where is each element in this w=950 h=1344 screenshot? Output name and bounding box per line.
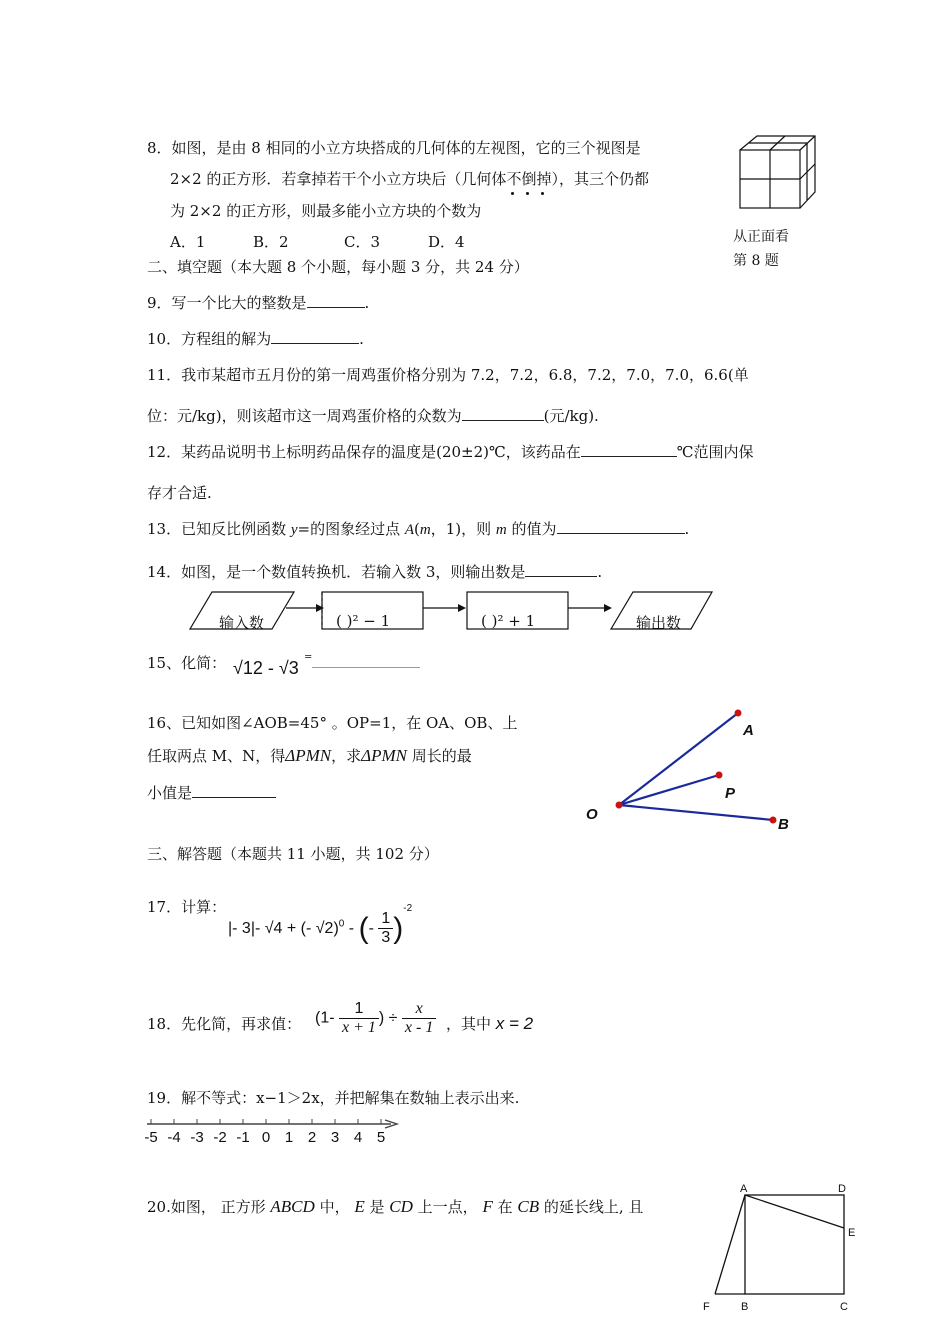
q20-label-a: A xyxy=(740,1183,748,1195)
number-line-label: 2 xyxy=(307,1129,317,1146)
number-line-label: -3 xyxy=(190,1129,204,1146)
q13: 13．已知反比例函数 y=的图象经过点 A(m，1)，则 m 的值为 . xyxy=(147,520,690,538)
q15-equals: = xyxy=(304,652,313,663)
number-line-label: -1 xyxy=(236,1129,250,1146)
q8-option-a: A．1 xyxy=(170,233,206,251)
q20-square-figure xyxy=(700,1180,860,1315)
q16-angle-figure xyxy=(580,705,810,835)
q18-label: 18．先化简，再求值： xyxy=(147,1015,302,1033)
q20-label-d: D xyxy=(838,1183,846,1195)
q20-label-e: E xyxy=(848,1227,856,1239)
q8-option-c: C．3 xyxy=(344,233,381,251)
q16-line2: 任取两点 M、N，得ΔPMN，求ΔPMN 周长的最 xyxy=(147,746,472,765)
q20-label-f: F xyxy=(703,1301,710,1313)
q11-line1: 11．我市某超市五月份的第一周鸡蛋价格分别为 7.2，7.2，6.8，7.2，7.0，7.0，6.6(单 xyxy=(147,366,749,384)
q8-dotted-emphasis: 不倒掉 xyxy=(506,170,551,188)
q20-label-b: B xyxy=(741,1301,749,1313)
number-line-label: 4 xyxy=(353,1129,363,1146)
q17-label: 17．计算： xyxy=(147,898,227,916)
q10: 10．方程组的解为 . xyxy=(147,330,364,348)
q8-fig-caption-view: 从正面看 xyxy=(733,229,789,245)
q19-text: 19．解不等式：x−1＞2x，并把解集在数轴上表示出来. xyxy=(147,1089,520,1107)
number-line-label: -4 xyxy=(167,1129,181,1146)
section3-heading: 三、解答题（本题共 11 小题，共 102 分） xyxy=(147,845,439,863)
q12-line1: 12．某药品说明书上标明药品保存的温度是(20±2)℃，该药品在 ℃范围内保 xyxy=(147,443,754,461)
q18-expression: (1- $\frac{1}{x + 1}$ ) ÷ $\frac{x}{x - 1}$ xyxy=(315,1000,436,1037)
q9: 9．写一个比大的整数是 . xyxy=(147,294,370,312)
q14-box2-label: ( )² + 1 xyxy=(481,612,536,630)
number-line-label: -2 xyxy=(213,1129,227,1146)
q16-label-b: B xyxy=(778,816,789,833)
q8-option-b: B．2 xyxy=(253,233,289,251)
number-line-label: 3 xyxy=(330,1129,340,1146)
q16-label-p: P xyxy=(725,785,736,802)
q8-line1: 8．如图，是由 8 相同的小立方块搭成的几何体的左视图，它的三个视图是 xyxy=(147,139,641,157)
q16-label-o: O xyxy=(586,806,598,823)
q8-fig-caption-number: 第 8 题 xyxy=(733,253,779,269)
q11-line2: 位：元/kg)，则该超市这一周鸡蛋价格的众数为 (元/kg). xyxy=(147,407,599,425)
number-line-label: -5 xyxy=(144,1129,158,1146)
q17-expression: |- 3|- √4 + (- √2)$^0$ - (- $\frac{1}{3}$ )$^{-2}$ xyxy=(228,903,413,947)
q20-label-c: C xyxy=(840,1301,848,1313)
q19-number-line xyxy=(145,1116,403,1148)
q18-condition: ，其中 x = 2 xyxy=(446,1014,534,1033)
q15-answer-blank xyxy=(312,652,420,668)
q14: 14．如图，是一个数值转换机．若输入数 3，则输出数是 . xyxy=(147,563,603,581)
q14-box1-label: ( )² − 1 xyxy=(336,612,391,630)
q15-label: 15、化简： xyxy=(147,654,227,672)
number-line-label: 1 xyxy=(284,1129,294,1146)
q8-line3: 为 2×2 的正方形，则最多能小立方块的个数为 xyxy=(170,202,482,220)
q8-line2: 2×2 的正方形．若拿掉若干个小立方块后（几何体不倒掉 ），其三个仍都 xyxy=(170,168,649,189)
q14-output-box-label: 输出数 xyxy=(636,614,682,632)
q8-cube-figure xyxy=(735,132,820,210)
q8-option-d: D．4 xyxy=(428,233,465,251)
q12-line2: 存才合适. xyxy=(147,484,212,502)
q16-label-a: A xyxy=(743,722,754,739)
number-line-label: 0 xyxy=(261,1129,271,1146)
q16-line3: 小值是 xyxy=(147,782,276,803)
q15-expression: √12 - √3 xyxy=(233,658,299,678)
section2-heading: 二、填空题（本大题 8 个小题，每小题 3 分，共 24 分） xyxy=(147,258,529,276)
q20-text: 20.如图， 正方形 ABCD 中， E 是 CD 上一点， F 在 CB 的延长线上, 且 xyxy=(147,1197,644,1216)
number-line-label: 5 xyxy=(376,1129,386,1146)
q14-input-box-label: 输入数 xyxy=(219,614,265,632)
q16-line1: 16、已知如图∠AOB=45° 。OP=1，在 OA、OB、上 xyxy=(147,714,518,732)
